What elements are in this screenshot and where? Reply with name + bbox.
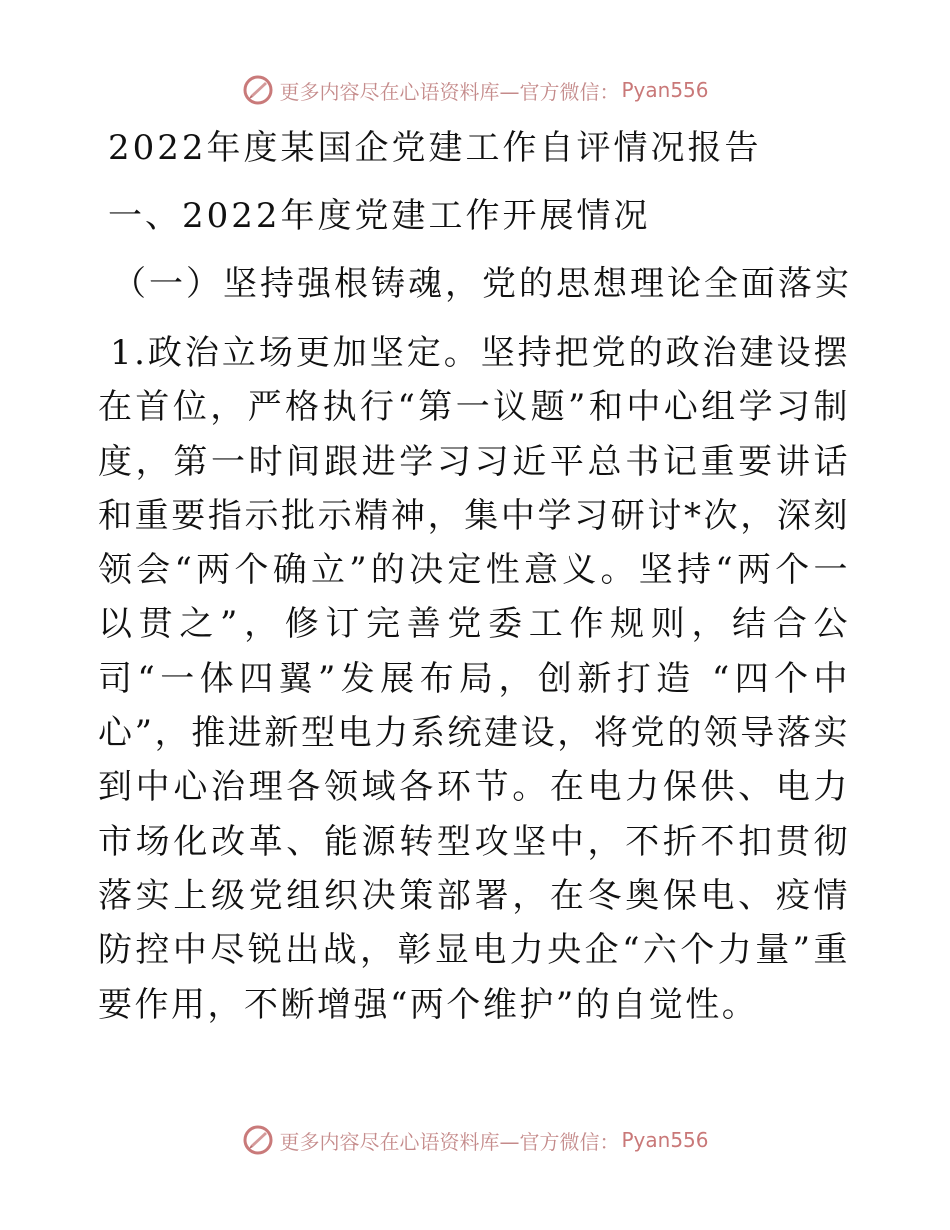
watermark-logo-icon bbox=[241, 1123, 275, 1157]
document-body bbox=[98, 122, 858, 1032]
body-paragraph: 1.政治立场更加坚定。坚持把党的政治建设摆在首位，严格执行“第一议题”和中心组学习制度，第一时间跟进学习习近平总书记重要讲话和重要指示批示精神，集中学习研讨*次，深刻领会“两个确立”的决定性意义。坚持“两个一以贯之”，修订完善党委工作规则，结合公司“一体四翼”发展布局，创新打造 “四个中心”，推进新型电力系统建设，将党的领导落实到中心治理各领域各环节。在电力保供、电力市场化改革、能源转型攻坚中，不折不扣贯彻落实上级党组织决策部署，在冬奥保电、疫情防控中尽锐出战，彰显电力央企“六个力量”重要作用，不断增强“两个维护”的自觉性。 bbox=[98, 333, 850, 1025]
document-title: 2022年度某国企党建工作自评情况报告 bbox=[108, 128, 762, 168]
subsection-heading: （一）坚持强根铸魂，党的思想理论全面落实 bbox=[112, 264, 852, 304]
watermark-header bbox=[0, 70, 950, 110]
section-heading: 一、2022年度党建工作开展情况 bbox=[108, 196, 651, 236]
watermark-text: 更多内容尽在心语资料库—官方微信： bbox=[279, 1129, 620, 1154]
watermark-handle: Pyan556 bbox=[621, 78, 709, 102]
watermark-logo-icon bbox=[241, 73, 275, 107]
watermark-footer bbox=[0, 1120, 950, 1160]
watermark-text: 更多内容尽在心语资料库—官方微信： bbox=[279, 79, 620, 104]
watermark-handle: Pyan556 bbox=[621, 1128, 709, 1152]
